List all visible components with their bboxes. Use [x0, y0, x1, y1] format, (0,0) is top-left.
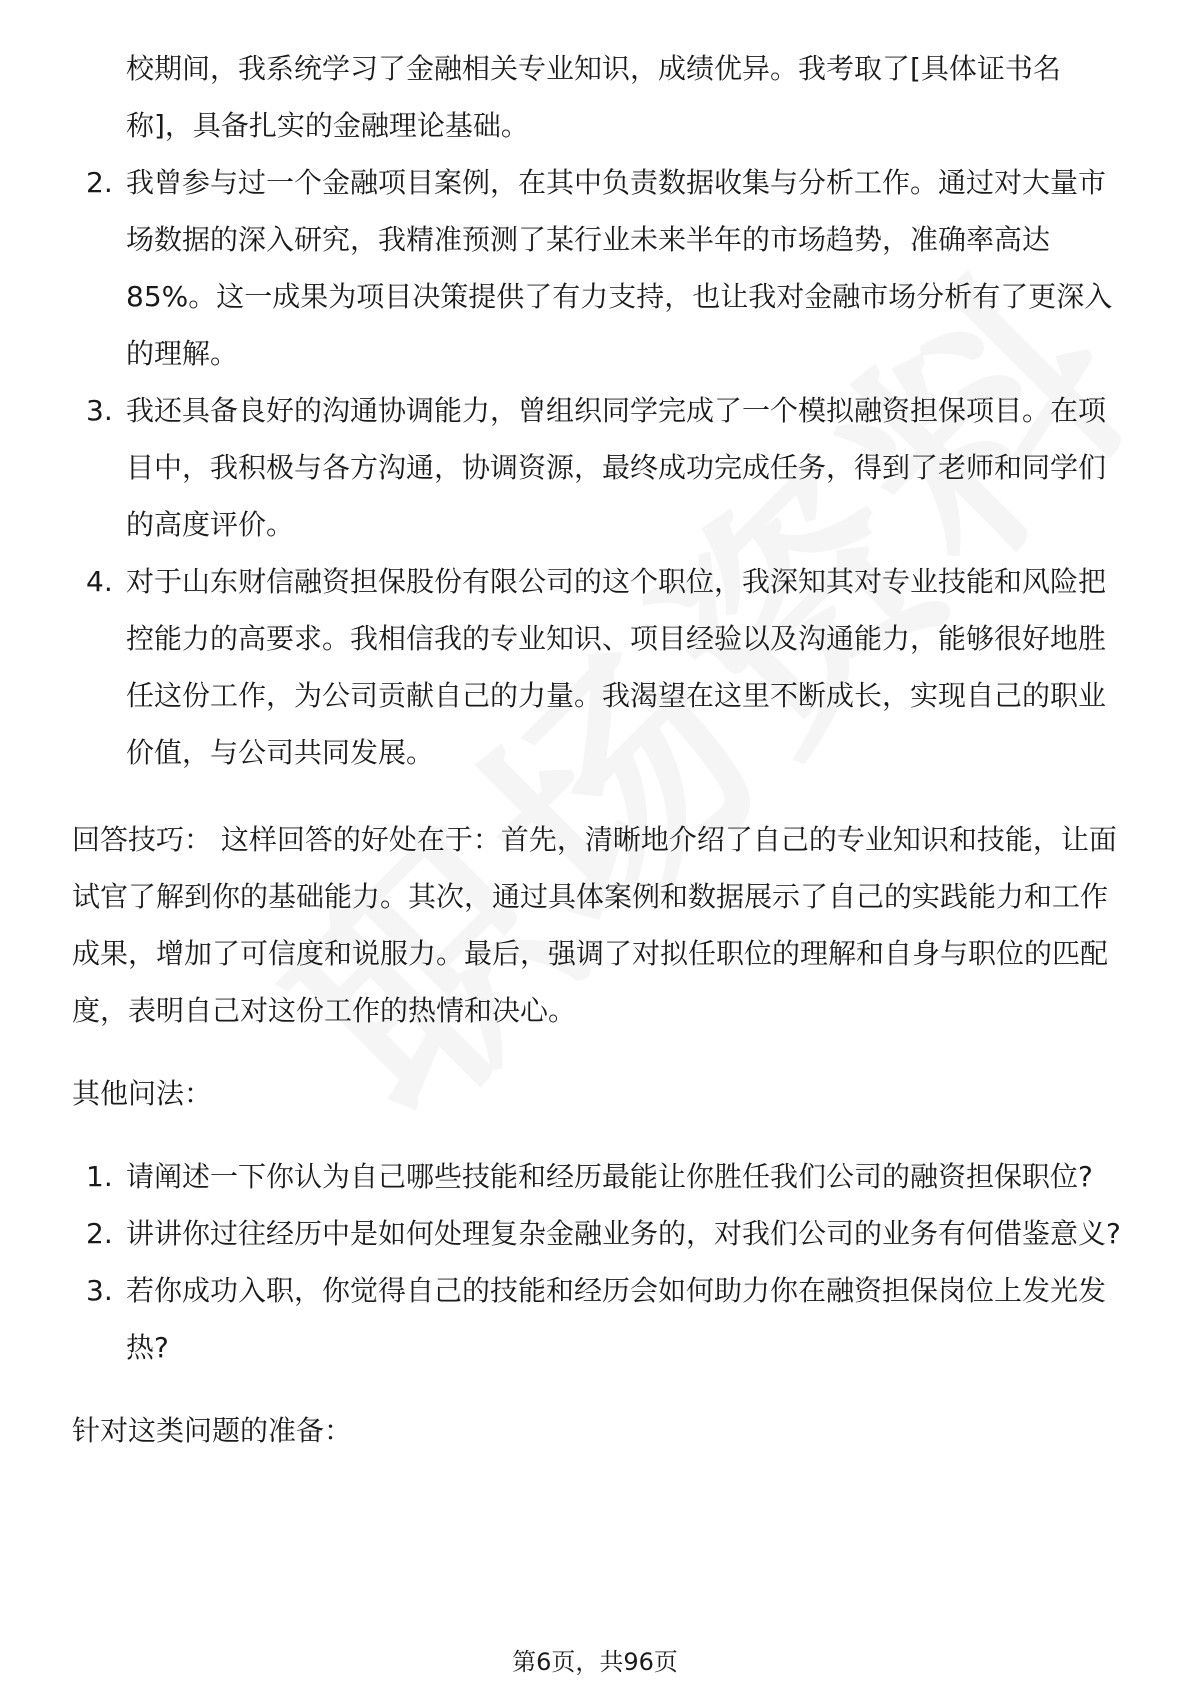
list-item-text: 我曾参与过一个金融项目案例，在其中负责数据收集与分析工作。通过对大量市场数据的深入研究，我精准预测了某行业未来半年的市场趋势，准确率高达85%。这一成果为项目决策提供了有力支持，也让我对金融市场分析有了更深入的理解。 — [126, 166, 1113, 370]
list-item-number: 4. — [86, 565, 113, 598]
page-number-footer: 第6页，共96页 — [512, 1648, 678, 1676]
list-item — [72, 382, 1122, 553]
other-questions-list — [72, 1148, 1122, 1376]
list-item — [72, 553, 1122, 781]
list-item — [72, 1205, 1122, 1262]
list-item-text: 请阐述一下你认为自己哪些技能和经历最能让你胜任我们公司的融资担保职位? — [126, 1160, 1093, 1193]
list-item-number: 3. — [86, 1274, 113, 1307]
list-item-text: 讲讲你过往经历中是如何处理复杂金融业务的，对我们公司的业务有何借鉴意义? — [126, 1217, 1121, 1250]
preparation-heading: 针对这类问题的准备： — [72, 1414, 353, 1447]
list-item-number: 2. — [86, 166, 113, 199]
list-item-text: 若你成功入职，你觉得自己的技能和经历会如何助力你在融资担保岗位上发光发热? — [126, 1274, 1107, 1364]
list-item — [72, 1262, 1122, 1376]
list-item-number: 1. — [86, 1160, 113, 1193]
list-item — [72, 1148, 1122, 1205]
list-item-text: 我还具备良好的沟通协调能力，曾组织同学完成了一个模拟融资担保项目。在项目中，我积极与各方沟通，协调资源，最终成功完成任务，得到了老师和同学们的高度评价。 — [126, 394, 1107, 541]
answer-list — [72, 154, 1122, 781]
intro-continuation: 校期间，我系统学习了金融相关专业知识，成绩优异。我考取了[具体证书名称]，具备扎实的金融理论基础。 — [126, 52, 1061, 142]
page-content — [72, 40, 1122, 1459]
other-questions-heading: 其他问法： — [72, 1077, 213, 1110]
list-item — [72, 154, 1122, 382]
list-item-text: 对于山东财信融资担保股份有限公司的这个职位，我深知其对专业技能和风险把控能力的高要求。我相信我的专业知识、项目经验以及沟通能力，能够很好地胜任这份工作，为公司贡献自己的力量。我渴望在这里不断成长，实现自己的职业价值，与公司共同发展。 — [126, 565, 1107, 769]
answer-tips: 回答技巧： 这样回答的好处在于：首先，清晰地介绍了自己的专业知识和技能，让面试官了解到你的基础能力。其次，通过具体案例和数据展示了自己的实践能力和工作成果，增加了可信度和说服力。最后，强调了对拟任职位的理解和自身与职位的匹配度，表明自己对这份工作的热情和决心。 — [72, 823, 1117, 1027]
list-item-number: 2. — [86, 1217, 113, 1250]
list-item-number: 3. — [86, 394, 113, 427]
